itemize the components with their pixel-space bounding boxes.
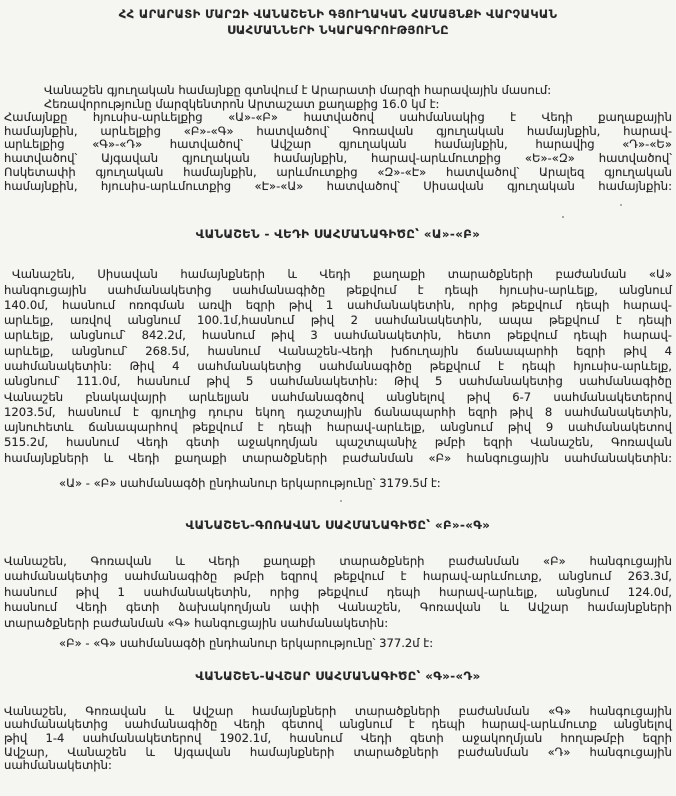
text-line: համայնքին, արևելքից «Բ»-«Գ» հատվածով՝ Գոռավան գյուղական համայնքին, հարավ- [4, 123, 672, 138]
section-summary-b-g: «Բ» - «Գ» սահմանագծի ընդհանուր երկարությունը՝ 377.2մ է: [59, 636, 434, 651]
text-line: արևելք, առվով անցնում 100.1մ,հասնում թիվ 2 սահմանակետին, ապա թեքվում է դեպի [4, 313, 672, 328]
document-title-line-1: ՀՀ ԱՐԱՐԱՏԻ ՄԱՐԶԻ ՎԱՆԱՇԵՆԻ ԳՅՈՒՂԱԿԱՆ ՀԱՄԱՅՆՔԻ ՎԱՐՉԱԿԱՆ [118, 7, 558, 21]
text-line: սահմանակետից սահմանագիծը Վեդի գետով անցնում է դեպի հարավ-արևմուտք անցնելով [4, 717, 672, 732]
text-line: հասնում Վեդի գետի ձախակողմյան ափի Վանաշեն, Գոռավան և Ավշար համայնքների [4, 600, 672, 615]
text-line: հասնում թիվ 1 սահմանակետին, որից թեքվում դեպի հարավ-արևելք, անցնում 124.0մ, [4, 584, 672, 599]
text-line: համայնքին, հյուսիս-արևմուտքից «Է»-«Ա» հատվածով՝ Սիսավան գյուղական համայնքին: [4, 178, 672, 193]
text-line: 515.2մ, հասնում Վեդի գետի աջակողմյան պաշտպանիչ թմբի եզրի Վանաշեն, Գոռավան [4, 435, 672, 450]
text-line: 140.0մ, հասնում ոռոգման առվի եզրի թիվ 1 սահմանակետին, որից թեքվում դեպի հարավ- [4, 297, 672, 312]
intro-location-line: Վանաշեն գյուղական համայնքը գտնվում է Արարատի մարզի հարավային մասում: [44, 83, 552, 97]
text-line: այնուհետև ճանապարհով թեքվում է դեպի հարավ-արևելք, անցնում թիվ 9 սահմանակետով [4, 420, 672, 435]
intro-boundaries-paragraph [4, 111, 672, 193]
text-line: սահմանակետին: Թիվ 4 սահմանակետից սահմանագիծը թեքվում է դեպի հյուսիս-արևելք, [4, 359, 672, 373]
section-heading-g-d: ՎԱՆԱՇԵՆ-ԱՎՇԱՐ ՍԱՀՄԱՆԱԳԻԾԸ՝ «Գ»-«Դ» [195, 668, 481, 683]
section-heading-b-g: ՎԱՆԱՇԵՆ-ԳՈՌԱՎԱՆ ՍԱՀՄԱՆԱԳԻԾԸ՝ «Բ»-«Գ» [185, 517, 491, 532]
scan-noise-speck [562, 216, 564, 218]
text-line: սահմանակետին: [4, 758, 112, 773]
text-line: 1203.5մ, հասնում է գյուղից դուրս եկող դաշտային ճանապարհի եզրի թիվ 8 սահմանակետին, [4, 404, 672, 419]
text-line: հանգուցային սահմանակետից սահմանագիծը թեքվում է դեպի հյուսիս-արևելք, անցնում [4, 282, 672, 297]
text-line: արևելք, անցնում՝ 268.5մ, հասնում Վանաշեն-Վեդի խճուղային ճանապարհի եզրի թիվ 4 [4, 343, 672, 358]
document-title [4, 6, 672, 38]
text-line: Ավշար, Վանաշեն և Այգավան համայնքների տարածքների բաժանման «Դ» հանգուցային [4, 744, 672, 759]
scanned-document-page [2, 0, 674, 773]
section-heading-a-b: ՎԱՆԱՇԵՆ - ՎԵԴԻ ՍԱՀՄԱՆԱԳԻԾԸ՝ «Ա»-«Բ» [195, 227, 481, 242]
text-line: արևելքից «Գ»-«Դ» հատվածով՝ Ավշար գյուղական համայնքին, հարավից «Դ»-«Ե» [4, 137, 672, 152]
text-line: համայնքների և Վեդի քաղաքի տարածքների բաժանման «Բ» հանգուցային սահմանակետին: [4, 450, 672, 465]
document-title-line-2: ՍԱՀՄԱՆՆԵՐԻ ՆԿԱՐԱԳՐՈՒԹՅՈՒՆԸ [227, 23, 449, 37]
section-body-b-g [4, 554, 672, 632]
scan-noise-speck [340, 500, 342, 502]
text-line: Համայնքը հյուսիս-արևելքից «Ա»-«Բ» հատվածով սահմանակից է Վեդի քաղաքային [4, 110, 672, 124]
text-line: Վանաշեն, Սիսավան համայնքների և Վեդի քաղաքի տարածքների բաժանման «Ա» [12, 267, 672, 282]
text-line: Ոսկետափի գյուղական համայնքին, արևմուտքից «Զ»-«Է» հատվածով՝ Արալեզ գյուղական [4, 164, 672, 179]
section-body-a-b [4, 267, 672, 466]
text-line: սահմանակետից սահմանագիծը թմբի եզրով թեքվում է հարավ-արևմուտք, անցնում 263.3մ, [4, 569, 672, 584]
text-line: անցնում՝ 111.0մ, հասնում թիվ 5 սահմանակետին: Թիվ 5 սահմանակետից սահմանագիծը [4, 374, 672, 389]
text-line: թիվ 1-4 սահմանակետերով 1902.1մ, հասնում Վեդի գետի աջակողմյան հողաթմբի եզրի [4, 730, 672, 745]
intro-distance-line: Հեռավորությունը մարզկենտրոն Արտաշատ քաղաքից 16.0 կմ է: [44, 96, 440, 111]
text-line: արևելք, անցնում՝ 842.2մ, հասնում թիվ 3 սահմանակետին, հետո թեքվում դեպի հարավ- [4, 328, 672, 343]
section-summary-a-b: «Ա» - «Բ» սահմանագծի ընդհանուր երկարությունը՝ 3179.5մ է: [59, 476, 441, 491]
scan-noise-speck [620, 204, 622, 206]
text-line: տարածքների բաժանման «Գ» հանգուցային սահմանակետին: [4, 615, 389, 630]
text-line: Վանաշեն բնակավայրի արևելյան սահմանագծով անցնելով թիվ 6-7 սահմանակետերով [4, 389, 672, 404]
text-line: Վանաշեն, Գոռավան և Վեդի քաղաքի տարածքների բաժանման «Բ» հանգուցային [4, 553, 672, 568]
section-body-g-d [4, 705, 672, 774]
text-line: Վանաշեն, Գոռավան և Ավշար համայնքների տարածքների բաժանման «Գ» հանգուցային [4, 703, 672, 718]
text-line: հատվածով՝ Այգավան գյուղական համայնքին, հարավ-արևմուտքից «Ե»-«Զ» հատվածով՝ [4, 151, 672, 166]
